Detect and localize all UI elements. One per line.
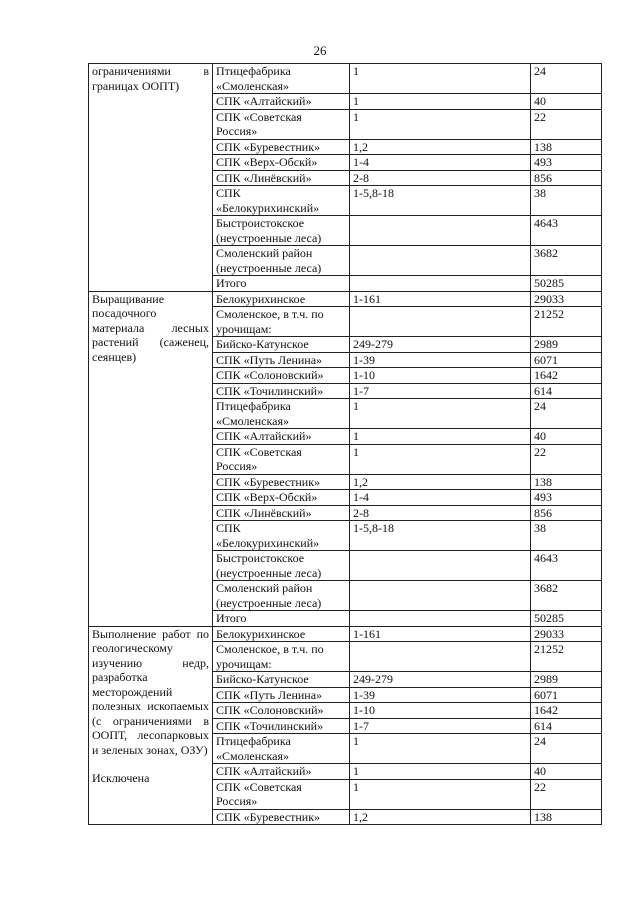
area-cell: 40 bbox=[531, 429, 602, 445]
area-cell: 3682 bbox=[531, 246, 602, 276]
area-cell: 6071 bbox=[531, 687, 602, 703]
forest-area-table bbox=[88, 63, 602, 825]
area-cell: 614 bbox=[531, 383, 602, 399]
forest-tract-cell: СПК «Точилинский» bbox=[213, 718, 350, 734]
area-cell: 22 bbox=[531, 109, 602, 139]
quarter-numbers-cell: 1,2 bbox=[350, 809, 531, 825]
area-cell: 24 bbox=[531, 64, 602, 94]
area-cell: 29033 bbox=[531, 291, 602, 307]
category-cell bbox=[89, 291, 213, 626]
category-cell bbox=[89, 64, 213, 292]
area-cell: 138 bbox=[531, 809, 602, 825]
forest-tract-cell: Бийско-Катунское bbox=[213, 672, 350, 688]
quarter-numbers-cell bbox=[350, 611, 531, 627]
area-cell: 4643 bbox=[531, 551, 602, 581]
forest-tract-cell: Итого bbox=[213, 276, 350, 292]
quarter-numbers-cell: 1-39 bbox=[350, 687, 531, 703]
quarter-numbers-cell bbox=[350, 216, 531, 246]
quarter-numbers-cell: 1-161 bbox=[350, 291, 531, 307]
forest-tract-cell: Белокурихинское bbox=[213, 291, 350, 307]
forest-tract-cell: СПК «Алтайский» bbox=[213, 94, 350, 110]
quarter-numbers-cell: 1-5,8-18 bbox=[350, 521, 531, 551]
area-cell: 493 bbox=[531, 155, 602, 171]
area-cell: 21252 bbox=[531, 307, 602, 337]
quarter-numbers-cell bbox=[350, 276, 531, 292]
quarter-numbers-cell: 1 bbox=[350, 734, 531, 764]
quarter-numbers-cell: 249-279 bbox=[350, 337, 531, 353]
quarter-numbers-cell: 1-7 bbox=[350, 383, 531, 399]
quarter-numbers-cell: 1 bbox=[350, 109, 531, 139]
area-cell: 24 bbox=[531, 399, 602, 429]
table-row bbox=[89, 64, 602, 94]
forest-tract-cell: Птицефабрика «Смоленская» bbox=[213, 734, 350, 764]
category-text: Выращивание посадочного материала лесных растений (саженец, сеянцев) bbox=[92, 291, 209, 364]
quarter-numbers-cell: 1,2 bbox=[350, 139, 531, 155]
forest-tract-cell: СПК «Точилинский» bbox=[213, 383, 350, 399]
quarter-numbers-cell: 1 bbox=[350, 429, 531, 445]
forest-tract-cell: СПК «Советская Россия» bbox=[213, 779, 350, 809]
quarter-numbers-cell: 1 bbox=[350, 444, 531, 474]
quarter-numbers-cell: 1-10 bbox=[350, 368, 531, 384]
area-cell: 614 bbox=[531, 718, 602, 734]
area-cell: 38 bbox=[531, 186, 602, 216]
area-cell: 1642 bbox=[531, 703, 602, 719]
forest-tract-cell: Быстроистокское (неустроенные леса) bbox=[213, 551, 350, 581]
category-note: Исключена bbox=[92, 771, 150, 785]
quarter-numbers-cell bbox=[350, 551, 531, 581]
quarter-numbers-cell: 1 bbox=[350, 64, 531, 94]
category-text: ограничениями в границах ООПТ) bbox=[92, 64, 209, 93]
forest-tract-cell: Смоленское, в т.ч. по урочищам: bbox=[213, 307, 350, 337]
quarter-numbers-cell: 1-39 bbox=[350, 352, 531, 368]
quarter-numbers-cell: 1-5,8-18 bbox=[350, 186, 531, 216]
quarter-numbers-cell: 2-8 bbox=[350, 170, 531, 186]
forest-tract-cell: СПК «Солоновский» bbox=[213, 368, 350, 384]
forest-tract-cell: СПК «Алтайский» bbox=[213, 429, 350, 445]
quarter-numbers-cell: 2-8 bbox=[350, 505, 531, 521]
area-cell: 50285 bbox=[531, 276, 602, 292]
quarter-numbers-cell: 1,2 bbox=[350, 474, 531, 490]
quarter-numbers-cell bbox=[350, 246, 531, 276]
forest-tract-cell: СПК «Верх-Обскй» bbox=[213, 490, 350, 506]
area-cell: 38 bbox=[531, 521, 602, 551]
quarter-numbers-cell bbox=[350, 307, 531, 337]
quarter-numbers-cell: 1-4 bbox=[350, 155, 531, 171]
area-cell: 1642 bbox=[531, 368, 602, 384]
table-row bbox=[89, 291, 602, 307]
area-cell: 856 bbox=[531, 170, 602, 186]
forest-tract-cell: Птицефабрика «Смоленская» bbox=[213, 64, 350, 94]
area-cell: 856 bbox=[531, 505, 602, 521]
forest-tract-cell: Смоленский район (неустроенные леса) bbox=[213, 246, 350, 276]
area-cell: 50285 bbox=[531, 611, 602, 627]
area-cell: 138 bbox=[531, 474, 602, 490]
quarter-numbers-cell bbox=[350, 581, 531, 611]
category-text: Выполнение работ по геологическому изучению недр, разработка месторождений полезных ископаемых (с ограничениями в ООПТ, лесопарковых и зеленых зонах, ОЗУ) bbox=[92, 626, 209, 757]
forest-tract-cell: СПК «Буревестник» bbox=[213, 474, 350, 490]
quarter-numbers-cell: 1-10 bbox=[350, 703, 531, 719]
area-cell: 138 bbox=[531, 139, 602, 155]
forest-tract-cell: СПК «Путь Ленина» bbox=[213, 687, 350, 703]
quarter-numbers-cell: 1-4 bbox=[350, 490, 531, 506]
forest-tract-cell: СПК «Алтайский» bbox=[213, 764, 350, 780]
forest-tract-cell: СПК «Советская Россия» bbox=[213, 109, 350, 139]
area-cell: 29033 bbox=[531, 626, 602, 642]
forest-tract-cell: СПК «Линёвский» bbox=[213, 170, 350, 186]
forest-tract-cell: СПК «Буревестник» bbox=[213, 139, 350, 155]
forest-tract-cell: СПК «Солоновский» bbox=[213, 703, 350, 719]
area-cell: 2989 bbox=[531, 672, 602, 688]
area-cell: 2989 bbox=[531, 337, 602, 353]
forest-tract-cell: СПК «Белокурихинский» bbox=[213, 186, 350, 216]
forest-tract-cell: СПК «Советская Россия» bbox=[213, 444, 350, 474]
quarter-numbers-cell: 1-161 bbox=[350, 626, 531, 642]
quarter-numbers-cell: 249-279 bbox=[350, 672, 531, 688]
forest-tract-cell: СПК «Линёвский» bbox=[213, 505, 350, 521]
area-cell: 3682 bbox=[531, 581, 602, 611]
forest-tract-cell: Быстроистокское (неустроенные леса) bbox=[213, 216, 350, 246]
area-cell: 21252 bbox=[531, 642, 602, 672]
quarter-numbers-cell: 1-7 bbox=[350, 718, 531, 734]
page-number: 26 bbox=[313, 43, 327, 58]
area-cell: 24 bbox=[531, 734, 602, 764]
forest-tract-cell: Белокурихинское bbox=[213, 626, 350, 642]
quarter-numbers-cell bbox=[350, 642, 531, 672]
forest-tract-cell: СПК «Буревестник» bbox=[213, 809, 350, 825]
forest-tract-cell: Итого bbox=[213, 611, 350, 627]
forest-tract-cell: СПК «Белокурихинский» bbox=[213, 521, 350, 551]
category-cell bbox=[89, 626, 213, 825]
area-cell: 22 bbox=[531, 444, 602, 474]
area-cell: 40 bbox=[531, 764, 602, 780]
area-cell: 6071 bbox=[531, 352, 602, 368]
quarter-numbers-cell: 1 bbox=[350, 399, 531, 429]
area-cell: 22 bbox=[531, 779, 602, 809]
forest-tract-cell: СПК «Верх-Обскй» bbox=[213, 155, 350, 171]
quarter-numbers-cell: 1 bbox=[350, 94, 531, 110]
forest-tract-cell: Бийско-Катунское bbox=[213, 337, 350, 353]
forest-tract-cell: СПК «Путь Ленина» bbox=[213, 352, 350, 368]
area-cell: 4643 bbox=[531, 216, 602, 246]
area-cell: 493 bbox=[531, 490, 602, 506]
quarter-numbers-cell: 1 bbox=[350, 779, 531, 809]
area-cell: 40 bbox=[531, 94, 602, 110]
quarter-numbers-cell: 1 bbox=[350, 764, 531, 780]
forest-tract-cell: Птицефабрика «Смоленская» bbox=[213, 399, 350, 429]
forest-tract-cell: Смоленский район (неустроенные леса) bbox=[213, 581, 350, 611]
table-row bbox=[89, 626, 602, 642]
forest-tract-cell: Смоленское, в т.ч. по урочищам: bbox=[213, 642, 350, 672]
